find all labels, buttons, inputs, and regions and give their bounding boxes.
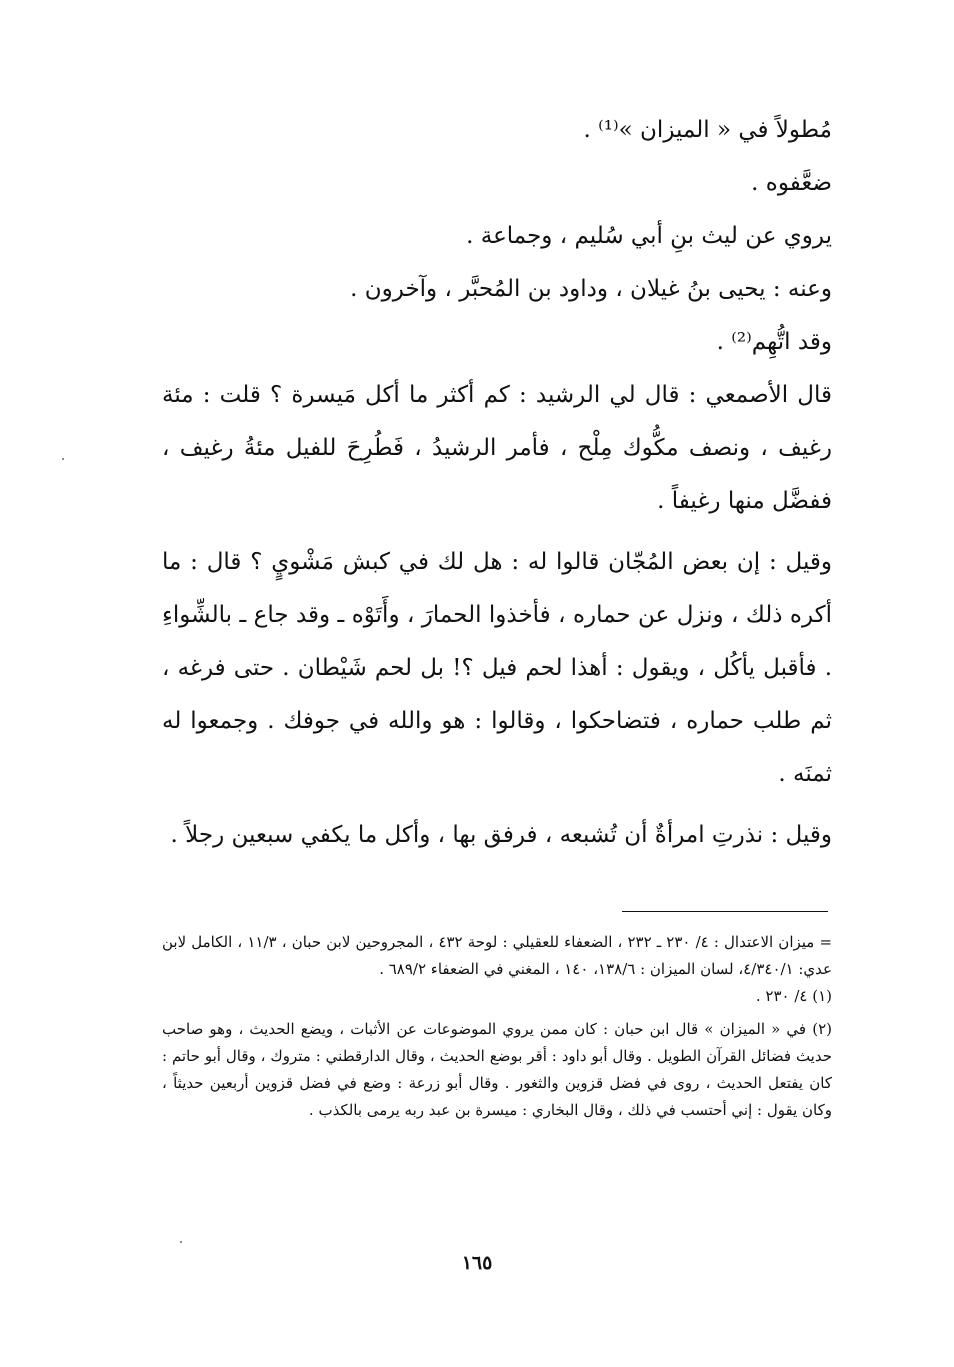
text-line: وعنه : يحيى بنُ غيلان ، وداود بن المُحبَّر ، وآخرون . xyxy=(350,276,832,302)
paragraph-mujjan: وقيل : إن بعض المُجّان قالوا له : هل لك في كبش مَشْويٍ ؟ قال : ما أكره ذلك ، ونزل عن حماره ، فأخذوا الحمارَ ، وأَتَوْه ـ وقد جاع ـ بالشِّواءِ . فأقبل يأكُل ، ويقول : أهذا لحم فيل ؟! بل لحم شَيْطان . حتى فرغه ، ثم طلب حماره ، فتضاحكوا ، وقالوا : هو والله في جوفك . وجمعوا له ثمنَه . xyxy=(162,549,832,787)
page-number: ١٦٥ xyxy=(461,1252,493,1274)
text-line: وقد اتُّهِم⁽²⁾ . xyxy=(716,329,832,355)
text-line: مُطولاً في « الميزان »⁽¹⁾ . xyxy=(583,117,832,143)
scan-speck xyxy=(62,458,64,460)
text-line: يروي عن ليث بنِ أبي سُليم ، وجماعة . xyxy=(466,223,832,249)
main-text xyxy=(162,104,832,862)
text-line: ضعَّفوه . xyxy=(751,170,832,196)
footnote-1: (١) ٤/ ٢٣٠ . xyxy=(755,987,832,1005)
footnote-continuation: = ميزان الاعتدال : ٤/ ٢٣٠ ـ ٢٣٢ ، الضعفاء للعقيلي : لوحة ٤٣٢ ، المجروحين لابن حبان ، ١١/٣ ، الكامل لابن عدي: ٤/٣٤٠/١، لسان الميزان : ١٣٨/٦، ١٤٠ ، المغني في الضعفاء ٦٨٩/٢ . xyxy=(162,933,833,978)
paragraph-nadharat: وقيل : نذرتِ امرأةٌ أن تُشبعه ، فرفق بها ، وأكل ما يكفي سبعين رجلاً . xyxy=(170,822,832,848)
scan-speck xyxy=(180,1241,182,1243)
footnotes xyxy=(162,929,832,1124)
paragraph-asmai: قال الأصمعي : قال لي الرشيد : كم أكثر ما أكل مَيسرة ؟ قلت : مئة رغيف ، ونصف مكُّوك مِلْح ، فأمر الرشيدُ ، فَطُرِحَ للفيل مئةُ رغيف ، ففضَّل منها رغيفاً . xyxy=(162,382,832,514)
footnote-separator xyxy=(622,911,828,912)
footnote-2: (٢) في « الميزان » قال ابن حبان : كان ممن يروي الموضوعات عن الأثبات ، ويضع الحديث ، وهو صاحب حديث فضائل القرآن الطويل . وقال أبو داود : أقر بوضع الحديث ، وقال الدارقطني : متروك ، وقال أبو حاتم : كان يفتعل الحديث ، روى في فضل قزوين والثغور . وقال أبو زرعة : وضع في فضل قزوين أربعين حديثاً ، وكان يقول : إني أحتسب في ذلك ، وقال البخاري : ميسرة بن عبد ربه يرمى بالكذب . xyxy=(162,1020,832,1119)
